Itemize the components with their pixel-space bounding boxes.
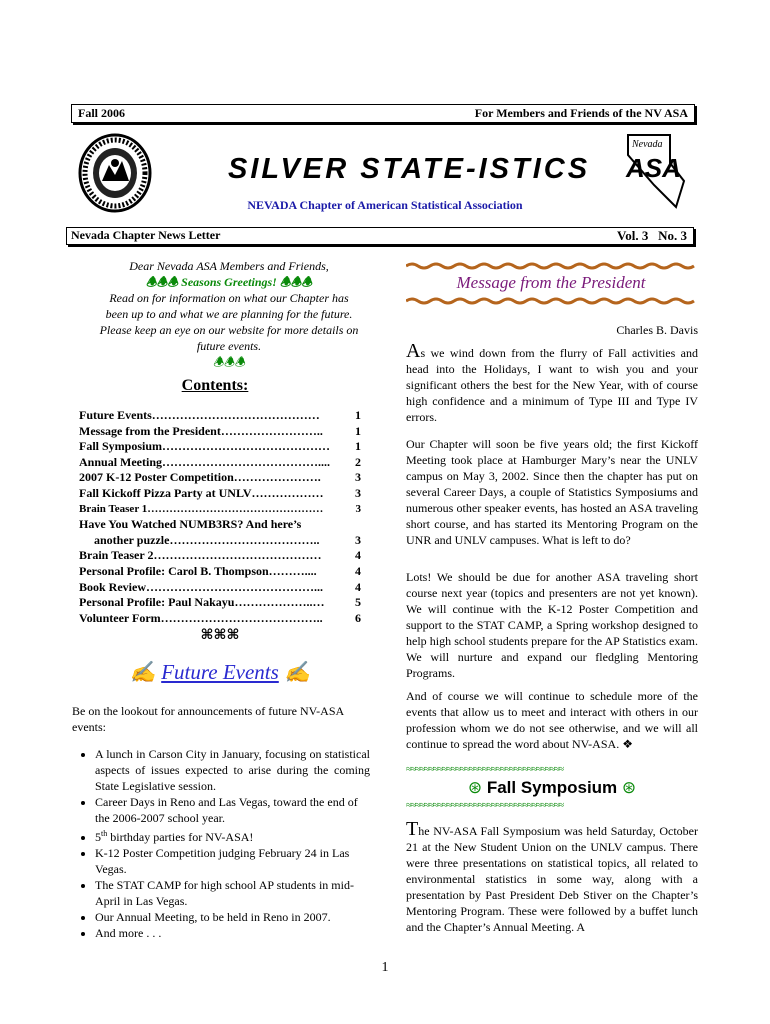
page-number: 1 (381, 960, 389, 975)
toc-item[interactable]: Personal Profile: Carol B. Thompson……….... 4 (79, 563, 361, 578)
toc-item[interactable]: Future Events…………………………………… 1 (79, 408, 361, 422)
future-events-title: Future Events (161, 660, 279, 684)
bell-icon: 🕭🕭🕭 (279, 275, 313, 289)
newsletter-title: SILVER STATE-ISTICS (228, 153, 591, 185)
fall-symposium-title: Fall Symposium (486, 778, 618, 797)
list-item: • Career Days in Reno and Las Vegas, toward the end of the 2006-2007 school year. (95, 794, 370, 826)
list-item: • The STAT CAMP for high school AP students in mid-April in Las Vegas. (95, 877, 370, 909)
table-of-contents (79, 408, 361, 626)
pencil-icon: ✍ (284, 660, 311, 684)
greeting-body: Read on for information on what our Chapter has been up to and what we are planning for the future. Please keep an eye on our website for more details on future events. (99, 291, 359, 353)
vine-divider-bottom (406, 297, 696, 305)
nevada-seal-logo (78, 133, 152, 213)
toc-item[interactable]: Personal Profile: Paul Nakayu………………..… 5 (79, 595, 361, 610)
logo-asa-word: ASA (626, 153, 681, 183)
list-item: • A lunch in Carson City in January, focusing on statistical aspects of issues expected to arise during the coming State Legislative session. (95, 746, 370, 794)
contents-heading: Contents: (181, 377, 249, 394)
future-events-intro: Be on the lookout for announcements of future NV-ASA events: (72, 704, 344, 734)
greeting-salutation: Dear Nevada ASA Members and Friends, (129, 259, 329, 273)
president-paragraph-2: Our Chapter will soon be five years old; the first Kickoff Meeting took place at Hamburger Mary’s near the UNLV campus on May 3, 2002. Since then the chapter has put on several Career Days, a couple of Statistics Symposiums and numerous other speaker events, has hosted an ASA traveling short course, and has started its Mentoring Program on the UNR and UNLV campuses. What is left to do? (406, 437, 698, 547)
fall-symposium-heading (406, 778, 698, 798)
toc-item[interactable]: 2007 K-12 Poster Competition…………………. 3 (79, 470, 361, 485)
president-paragraph-1: As we wind down from the flurry of Fall activities and head into the Holidays, I want to wish you and your significant others the best for the New Year, with of course high confidence and a minimum of Type III and Type IV errors. (406, 340, 698, 424)
wave-divider-top: ≈≈≈≈≈≈≈≈≈≈≈≈≈≈≈≈≈≈≈≈≈≈≈≈≈≈≈≈≈≈≈≈≈≈≈ (406, 764, 564, 775)
toc-item[interactable]: Annual Meeting………………………………….... 2 (79, 454, 361, 469)
wave-divider-bottom: ≈≈≈≈≈≈≈≈≈≈≈≈≈≈≈≈≈≈≈≈≈≈≈≈≈≈≈≈≈≈≈≈≈≈≈ (406, 800, 564, 811)
toc-item[interactable]: Book Review……………………………………... 4 (79, 579, 361, 594)
flower-icon: ⊛ (621, 778, 637, 797)
president-paragraph-4: And of course we will continue to schedule more of the events that allow us to meet and interact with others in our profession whom we do not see otherwise, and we will all continue to spread the word about NV-ASA. ❖ (406, 689, 698, 751)
banner-newsletter: Nevada Chapter News Letter (71, 228, 221, 242)
bell-icon: 🕭🕭🕭 (212, 355, 246, 369)
toc-item[interactable]: Brain Teaser 1………………………………………… 3 (79, 502, 361, 515)
president-author: Charles B. Davis (616, 323, 698, 337)
list-item: • K-12 Poster Competition judging February 24 in Las Vegas. (95, 845, 370, 877)
pencil-icon: ✍ (129, 660, 156, 684)
seasons-greeting-line (98, 274, 360, 290)
toc-item[interactable]: Fall Symposium…………………………………… 1 (79, 439, 361, 454)
toc-item[interactable]: Brain Teaser 2…………………………………… 4 (79, 548, 361, 563)
president-paragraph-3: Lots! We should be due for another ASA traveling short course next year (topics and presenters are not yet known). We will continue with the K-12 Poster Competition and support to the STAT CAMP, a Spring workshop designed to help high school students prepare for the AP Statistics exam. We will nurture and expand our fledgling Mentoring Programs. (406, 570, 698, 680)
list-item: • And more . . . (95, 925, 370, 941)
toc-item[interactable]: Have You Watched NUMB3RS? And here’s (79, 517, 302, 532)
vine-divider-top (406, 262, 696, 270)
seasons-greetings: Seasons Greetings! (181, 275, 277, 289)
flower-icon: ⊛ (467, 778, 483, 797)
chapter-subtitle: NEVADA Chapter of American Statistical Association (247, 198, 523, 212)
president-heading: Message from the President (456, 273, 646, 292)
header-season: Fall 2006 (78, 106, 125, 120)
fall-symposium-paragraph: The NV-ASA Fall Symposium was held Saturday, October 21 at the New Student Union on the UNLV campus. There were three presentations on statistical topics, all related to environmental statistics in some way, along with a presentation by Past President Deb Stiver on the Chapter’s Mentoring Program. These were followed by a buffet lunch and the Chapter’s Annual Meeting. A (406, 818, 698, 934)
toc-item[interactable]: Message from the President…………………….. 1 (79, 423, 361, 438)
toc-item[interactable]: Fall Kickoff Pizza Party at UNLV……………… 3 (79, 485, 361, 500)
list-item: • 5th birthday parties for NV-ASA! (95, 826, 370, 845)
toc-item[interactable]: Volunteer Form………………………………….. 6 (79, 610, 361, 625)
banner-volume: Vol. 3 No. 3 (617, 228, 687, 243)
volume-banner (66, 227, 694, 245)
future-events-list (72, 746, 370, 941)
future-events-heading (120, 660, 320, 685)
list-item: • Our Annual Meeting, to be held in Reno in 2007. (95, 909, 370, 925)
header-audience: For Members and Friends of the NV ASA (474, 106, 688, 120)
greeting-block (98, 258, 360, 370)
contents-divider: ⌘⌘⌘ (200, 628, 240, 643)
nevada-asa-logo (624, 133, 688, 209)
bell-icon: 🕭🕭🕭 (145, 275, 179, 289)
header-bar (71, 104, 695, 123)
logo-nevada-word: Nevada (632, 139, 663, 150)
toc-item[interactable]: another puzzle……………………………….. 3 (94, 532, 361, 547)
